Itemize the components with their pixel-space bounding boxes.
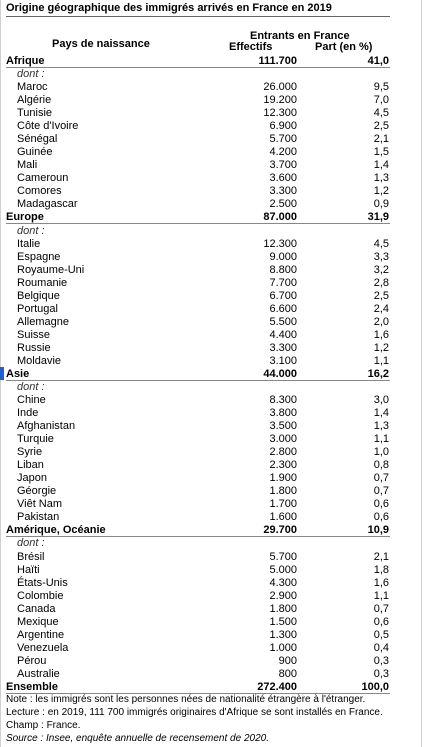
cell-country: Argentine: [17, 628, 65, 641]
cell-part: 1,8: [373, 563, 389, 576]
cell-part: 1,2: [373, 185, 389, 198]
table-row[interactable]: [0, 590, 430, 603]
cell-effectifs: 3.000: [269, 433, 297, 446]
cell-part: 3,3: [373, 250, 389, 263]
note-line: Champ : France.: [6, 720, 81, 731]
cell-part: 0,5: [373, 628, 389, 641]
cell-part: 2,4: [373, 302, 389, 315]
cell-effectifs: 9.000: [269, 250, 297, 263]
cell-country: Maroc: [17, 81, 48, 94]
cell-country: Sénégal: [17, 133, 58, 146]
table-row-region[interactable]: [0, 55, 430, 68]
cell-country: Belgique: [17, 289, 60, 302]
cell-part: 7,0: [373, 94, 389, 107]
cell-part: 1,0: [373, 446, 389, 459]
cell-part: 1,4: [373, 159, 389, 172]
table-row[interactable]: [0, 198, 430, 211]
table-row-region[interactable]: [0, 211, 430, 224]
table-row[interactable]: [0, 616, 430, 629]
cell-effectifs: 44.000: [263, 367, 297, 380]
cell-effectifs: 1.800: [269, 602, 297, 615]
cell-effectifs: 19.200: [263, 94, 297, 107]
table-row-subheading[interactable]: [0, 68, 430, 81]
cell-country: Colombie: [17, 589, 64, 602]
cell-part: 0,6: [373, 511, 389, 524]
cell-country: Mali: [17, 159, 38, 172]
cell-effectifs: 2.800: [269, 446, 297, 459]
cell-effectifs: 1.900: [269, 472, 297, 485]
cell-country: Géorgie: [17, 485, 57, 498]
cell-part: 0,7: [373, 472, 389, 485]
cell-country: Viêt Nam: [17, 498, 63, 511]
cell-part: 10,9: [367, 524, 389, 537]
cell-part: 41,0: [367, 55, 389, 67]
cell-part: 3,2: [373, 263, 389, 276]
cell-country: Amérique, Océanie: [6, 524, 106, 537]
cell-part: 0,7: [373, 602, 389, 615]
cell-part: 0,6: [373, 615, 389, 628]
cell-effectifs: 1.000: [269, 641, 297, 654]
cell-effectifs: 1.700: [269, 498, 297, 511]
cell-effectifs: 5.500: [269, 315, 297, 328]
cell-effectifs: 5.700: [269, 133, 297, 146]
cell-country: Syrie: [17, 446, 43, 459]
cell-effectifs: 3.800: [269, 407, 297, 420]
header-part: Part (en %): [315, 41, 373, 53]
table-row[interactable]: [0, 498, 430, 511]
cell-effectifs: 7.700: [269, 276, 297, 289]
cell-part: 1,5: [373, 146, 389, 159]
cell-part: 1,1: [373, 354, 389, 367]
cell-country: Côte d'Ivoire: [17, 120, 79, 133]
cell-country: Canada: [17, 602, 56, 615]
cell-part: 0,8: [373, 459, 389, 472]
cell-effectifs: 8.800: [269, 263, 297, 276]
cell-part: 2,5: [373, 289, 389, 302]
table-row[interactable]: [0, 303, 430, 316]
cell-part: 0,9: [373, 198, 389, 211]
table-row[interactable]: [0, 146, 430, 159]
header-country: Pays de naissance: [52, 38, 150, 50]
cell-part: 16,2: [367, 367, 389, 380]
cell-effectifs: 3.100: [269, 354, 297, 367]
cell-effectifs: 29.700: [263, 524, 297, 537]
cell-part: 2,8: [373, 276, 389, 289]
cell-effectifs: 2.500: [269, 198, 297, 211]
cell-country: Cameroun: [17, 172, 69, 185]
cell-country: Chine: [17, 394, 46, 407]
cell-part: 1,3: [373, 172, 389, 185]
table-row[interactable]: [0, 668, 430, 681]
table-row[interactable]: [0, 642, 430, 655]
cell-country: Turquie: [17, 433, 54, 446]
cell-effectifs: 4.300: [269, 576, 297, 589]
cell-part: 1,6: [373, 328, 389, 341]
cell-part: 1,2: [373, 341, 389, 354]
table-row[interactable]: [0, 655, 430, 668]
table-row[interactable]: [0, 133, 430, 146]
table-row[interactable]: [0, 577, 430, 590]
table-row[interactable]: [0, 185, 430, 198]
table-row[interactable]: [0, 329, 430, 342]
cell-country: Comores: [17, 185, 62, 198]
table-row[interactable]: [0, 264, 430, 277]
cell-effectifs: 6.600: [269, 302, 297, 315]
table-row[interactable]: [0, 107, 430, 120]
cell-country: Afghanistan: [17, 420, 76, 433]
cell-country: Italie: [17, 237, 41, 250]
table-row[interactable]: [0, 159, 430, 172]
cell-part: 1,1: [373, 433, 389, 446]
cell-part: 0,4: [373, 641, 389, 654]
table-row[interactable]: [0, 485, 430, 498]
cell-part: 3,0: [373, 394, 389, 407]
table-row[interactable]: [0, 342, 430, 355]
cell-country: Algérie: [17, 94, 52, 107]
cell-country: Australie: [17, 667, 60, 680]
cell-part: 1,6: [373, 576, 389, 589]
table-row[interactable]: [0, 603, 430, 616]
cell-country: Inde: [17, 407, 39, 420]
cell-effectifs: 800: [278, 667, 297, 680]
table-row-subheading[interactable]: [0, 225, 430, 238]
cell-effectifs: 2.300: [269, 459, 297, 472]
cell-country: Moldavie: [17, 354, 62, 367]
cell-part: 4,5: [373, 107, 389, 120]
table-row[interactable]: [0, 433, 430, 446]
table-row[interactable]: [0, 459, 430, 472]
cell-country: Portugal: [17, 302, 58, 315]
cell-effectifs: 272.400: [257, 680, 297, 693]
cell-country: Suisse: [17, 328, 51, 341]
cell-effectifs: 26.000: [263, 81, 297, 94]
source-line: Source : Insee, enquête annuelle de recensement de 2020.: [6, 733, 269, 744]
table-row[interactable]: [0, 94, 430, 107]
table-row[interactable]: [0, 238, 430, 251]
cell-effectifs: 1.500: [269, 615, 297, 628]
cell-effectifs: 1.600: [269, 511, 297, 524]
cell-effectifs: 5.700: [269, 550, 297, 563]
cell-part: 0,3: [373, 667, 389, 680]
cell-part: 2,0: [373, 315, 389, 328]
cell-part: 0,6: [373, 498, 389, 511]
cell-effectifs: 8.300: [269, 394, 297, 407]
cell-effectifs: 111.700: [258, 55, 297, 67]
cell-country: Royaume-Uni: [17, 263, 85, 276]
cell-country: Venezuela: [17, 641, 69, 654]
cell-country: Asie: [6, 367, 30, 380]
cell-country: Europe: [6, 211, 44, 224]
cell-part: 2,5: [373, 120, 389, 133]
table-row-subheading[interactable]: [0, 381, 430, 394]
cell-part: 1,1: [373, 589, 389, 602]
cell-part: 4,5: [373, 237, 389, 250]
cell-effectifs: 1.800: [269, 485, 297, 498]
note-line: Note : les immigrés sont les personnes nées de nationalité étrangère à l'étranger.: [6, 694, 366, 705]
cell-country: Pérou: [17, 654, 47, 667]
cell-effectifs: 12.300: [263, 237, 297, 250]
cell-country: Espagne: [17, 250, 61, 263]
cell-part: 2,1: [373, 550, 389, 563]
cell-country: Japon: [17, 472, 47, 485]
table-row[interactable]: [0, 394, 430, 407]
table-row[interactable]: [0, 277, 430, 290]
cell-effectifs: 6.900: [269, 120, 297, 133]
cell-country: Roumanie: [17, 276, 68, 289]
cell-country: dont :: [17, 224, 45, 237]
cell-country: Pakistan: [17, 511, 60, 524]
cell-effectifs: 4.400: [269, 328, 297, 341]
table-row[interactable]: [0, 551, 430, 564]
cell-country: Liban: [17, 459, 44, 472]
note-line: Lecture : en 2019, 111 700 immigrés originaires d'Afrique se sont installés en France.: [6, 707, 383, 718]
table-row[interactable]: [0, 120, 430, 133]
cell-country: Tunisie: [17, 107, 53, 120]
header-effectifs: Effectifs: [229, 41, 273, 53]
table-row[interactable]: [0, 290, 430, 303]
cell-country: dont :: [17, 537, 45, 550]
cell-country: Guinée: [17, 146, 53, 159]
table-row[interactable]: [0, 407, 430, 420]
table-row[interactable]: [0, 420, 430, 433]
cell-part: 100,0: [361, 680, 389, 693]
table-row[interactable]: [0, 251, 430, 264]
cell-country: Haïti: [17, 563, 40, 576]
cell-country: Russie: [17, 341, 51, 354]
cell-part: 2,1: [373, 133, 389, 146]
table-row[interactable]: [0, 472, 430, 485]
row-selection-marker: [0, 367, 4, 380]
cell-effectifs: 87.000: [263, 211, 297, 224]
cell-effectifs: 5.000: [269, 563, 297, 576]
cell-part: 9,5: [373, 81, 389, 94]
cell-country: Mexique: [17, 615, 59, 628]
table-row[interactable]: [0, 511, 430, 524]
table-row-region[interactable]: [0, 681, 430, 694]
cell-country: Brésil: [17, 550, 45, 563]
table-title: Origine géographique des immigrés arrivés en France en 2019: [6, 2, 332, 14]
cell-effectifs: 3.300: [269, 185, 297, 198]
table-row[interactable]: [0, 81, 430, 94]
cell-part: 1,3: [373, 420, 389, 433]
cell-effectifs: 3.600: [269, 172, 297, 185]
table-row-region[interactable]: [0, 524, 430, 537]
cell-country: Allemagne: [17, 315, 69, 328]
cell-effectifs: 6.700: [269, 289, 297, 302]
cell-effectifs: 3.300: [269, 341, 297, 354]
cell-country: dont :: [17, 68, 45, 81]
cell-effectifs: 4.200: [269, 146, 297, 159]
cell-effectifs: 12.300: [263, 107, 297, 120]
cell-part: 0,7: [373, 485, 389, 498]
cell-effectifs: 1.300: [269, 628, 297, 641]
table-row[interactable]: [0, 316, 430, 329]
table-row[interactable]: [0, 446, 430, 459]
table-row-subheading[interactable]: [0, 537, 430, 550]
table-row[interactable]: [0, 629, 430, 642]
table-row[interactable]: [0, 355, 430, 368]
cell-part: 31,9: [367, 211, 389, 224]
cell-effectifs: 3.500: [269, 420, 297, 433]
header-group: Entrants en France: [250, 30, 350, 42]
cell-country: États-Unis: [17, 576, 68, 589]
table-row[interactable]: [0, 172, 430, 185]
cell-country: dont :: [17, 381, 45, 393]
cell-country: Afrique: [6, 55, 45, 67]
cell-part: 0,3: [373, 654, 389, 667]
table-row-region[interactable]: [0, 368, 430, 381]
cell-effectifs: 3.700: [269, 159, 297, 172]
cell-effectifs: 900: [278, 654, 297, 667]
cell-part: 1,4: [373, 407, 389, 420]
cell-effectifs: 2.900: [269, 589, 297, 602]
cell-country: Ensemble: [6, 680, 58, 693]
table-row[interactable]: [0, 564, 430, 577]
cell-country: Madagascar: [17, 198, 78, 211]
